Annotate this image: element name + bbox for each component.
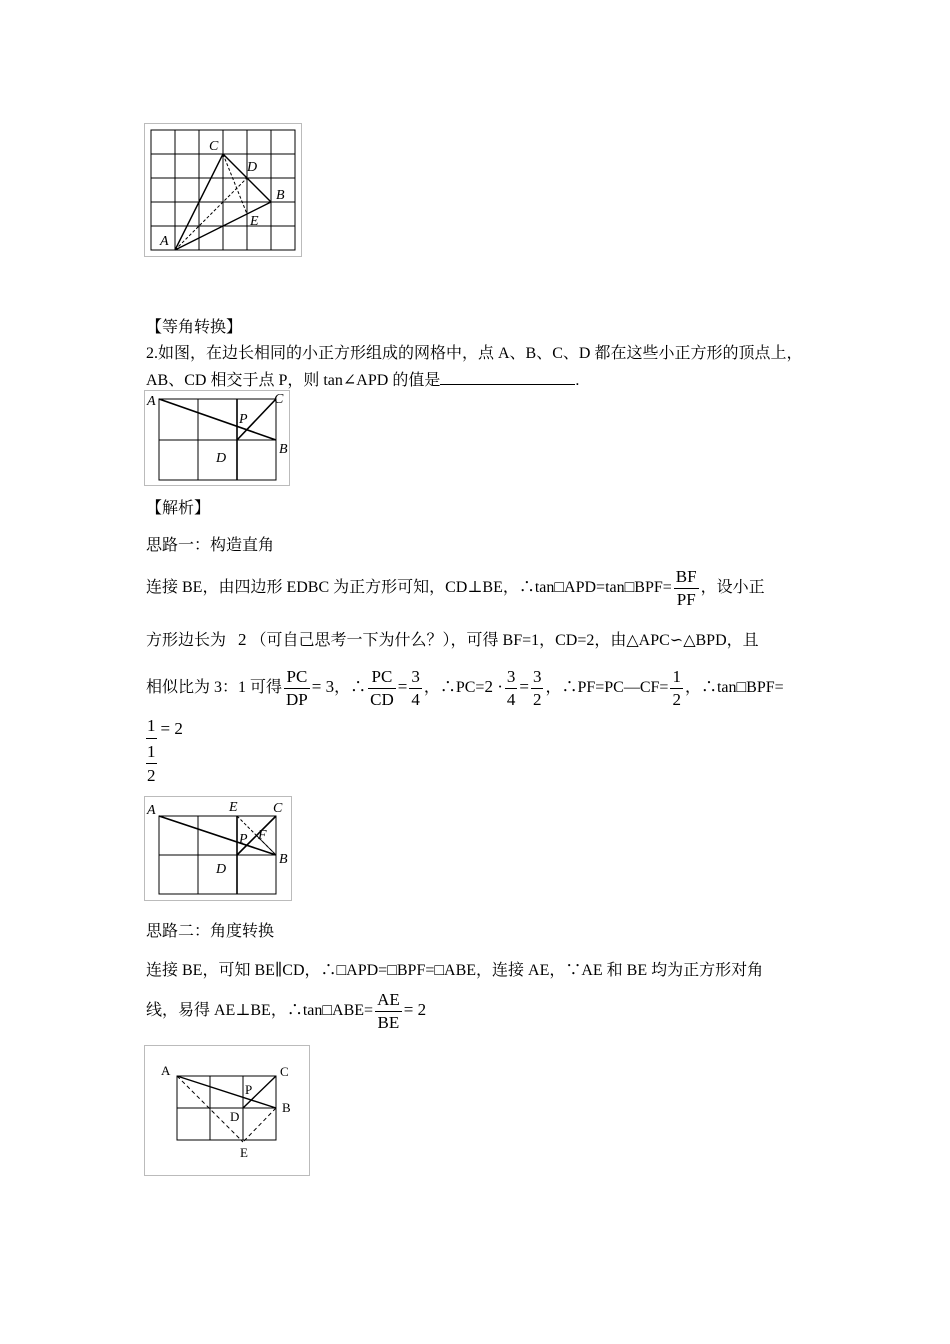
fig4-label-e: E [240, 1145, 248, 1160]
method1-line-2 [146, 630, 759, 651]
answer-blank [440, 370, 575, 385]
frac-den: CD [370, 689, 394, 709]
frac-den: 2 [532, 689, 542, 709]
equals-sign: = [519, 677, 529, 696]
problem-line-2-end: . [575, 372, 580, 389]
frac-num: AE [375, 989, 402, 1012]
fig3-label-p: P [239, 832, 248, 847]
fig3-label-e: E [229, 800, 238, 815]
method1-line-2-a: 方形边长为 [146, 632, 227, 649]
method2-line-2 [146, 987, 426, 1034]
fraction-pc-dp [284, 666, 310, 711]
frac-den: 2 [672, 689, 681, 709]
fig1-label-b: B [276, 188, 285, 203]
equals-sign: = [397, 677, 408, 696]
fig3-label-f: F [258, 828, 267, 843]
frac-num: PC [368, 666, 396, 689]
fraction-3-2 [531, 666, 544, 711]
compound-num: 1 [146, 714, 157, 739]
problem-line-1: 2.如图，在边长相同的小正方形组成的网格中，点 A、B、C、D 都在这些小正方形的顶点上， [146, 345, 803, 362]
fraction-3-4-b [505, 666, 518, 711]
pc-coefficient: 2 · [484, 677, 503, 696]
method1-line-3-d: ，∴PF=PC—CF= [545, 679, 669, 696]
method1-line-3-b: ，∴ [334, 679, 367, 696]
method1-line-2-b: （可自己思考一下为什么？），可得 BF=1，CD=2，由△APC∽△BPD，且 [250, 632, 759, 649]
fig1-label-a: A [160, 234, 169, 249]
method2-title: 思路二：角度转换 [146, 923, 275, 940]
fig1-label-e: E [250, 214, 259, 229]
fig4-label-c: C [280, 1064, 289, 1079]
frac-den: BE [377, 1012, 400, 1032]
analysis-title: 【解析】 [146, 500, 211, 517]
fig4-label-p: P [245, 1082, 253, 1097]
frac-num: BF [674, 566, 699, 589]
fig4-label-b: B [282, 1100, 291, 1115]
compound-den-den: 2 [147, 766, 156, 785]
fig2-label-c: C [274, 392, 284, 407]
method1-line-3 [146, 664, 784, 711]
method1-line-1-text: 连接 BE，由四边形 EDBC 为正方形可知，CD⊥BE，∴tan□APD=tan□BPF= [146, 579, 672, 596]
fig2-label-d: D [216, 451, 227, 466]
compound-den-num: 1 [146, 741, 157, 764]
section-title: 【等角转换】 [146, 319, 243, 336]
figure-2-grid [144, 390, 290, 486]
frac-num: 3 [505, 666, 518, 689]
fraction-3-4 [409, 666, 422, 711]
frac-den: 4 [411, 689, 420, 709]
method1-line-3-c: ，∴PC= [423, 679, 485, 696]
value-2: = 2 [160, 719, 183, 738]
figure-3-grid [144, 796, 292, 901]
fig1-label-d: D [247, 160, 258, 175]
problem-line-2-text: AB、CD 相交于点 P，则 tan∠APD 的值是 [146, 372, 441, 389]
fraction-bf-pf [674, 566, 699, 611]
fig3-label-a: A [147, 803, 156, 818]
value-2: = 2 [403, 1000, 427, 1019]
problem-line-2 [146, 370, 579, 391]
figure-4-grid [144, 1045, 310, 1176]
method2-line-1: 连接 BE，可知 BE∥CD，∴□APD=□BPF=□ABE，连接 AE，∵AE 和 BE 均为正方形对角 [146, 962, 764, 979]
fig3-label-c: C [273, 801, 283, 816]
fig1-label-c: C [209, 139, 219, 154]
method1-line-4 [146, 714, 183, 788]
method1-line-3-a: 相似比为 3：1 可得 [146, 679, 283, 696]
fig4-label-a: A [161, 1063, 171, 1078]
frac-num: PC [284, 666, 310, 689]
fraction-ae-be [375, 989, 402, 1034]
frac-num: 1 [670, 666, 683, 689]
frac-den: PF [676, 589, 696, 609]
side-length-value: 2 [238, 630, 247, 649]
fig2-label-a: A [147, 394, 156, 409]
method1-line-1-tail: ，设小正 [700, 579, 765, 596]
method1-line-1 [146, 565, 765, 611]
compound-fraction [146, 714, 157, 788]
frac-num: 3 [409, 666, 422, 689]
fraction-pc-cd [368, 666, 396, 711]
method1-title: 思路一：构造直角 [146, 537, 275, 554]
value-3: = 3 [311, 677, 335, 696]
frac-den: 4 [506, 689, 516, 709]
fig4-label-d: D [230, 1109, 240, 1124]
frac-num: 3 [531, 666, 544, 689]
fig3-label-d: D [216, 862, 227, 877]
method1-line-3-e: ，∴tan□BPF= [684, 679, 784, 696]
fraction-1-2 [670, 666, 683, 711]
frac-den: DP [286, 689, 308, 709]
figure-1-grid [144, 123, 302, 257]
fig2-label-b: B [279, 442, 288, 457]
method2-line-2-text: 线，易得 AE⊥BE，∴tan□ABE= [146, 1002, 374, 1019]
fig2-label-p: P [239, 412, 248, 427]
fig3-label-b: B [279, 852, 288, 867]
